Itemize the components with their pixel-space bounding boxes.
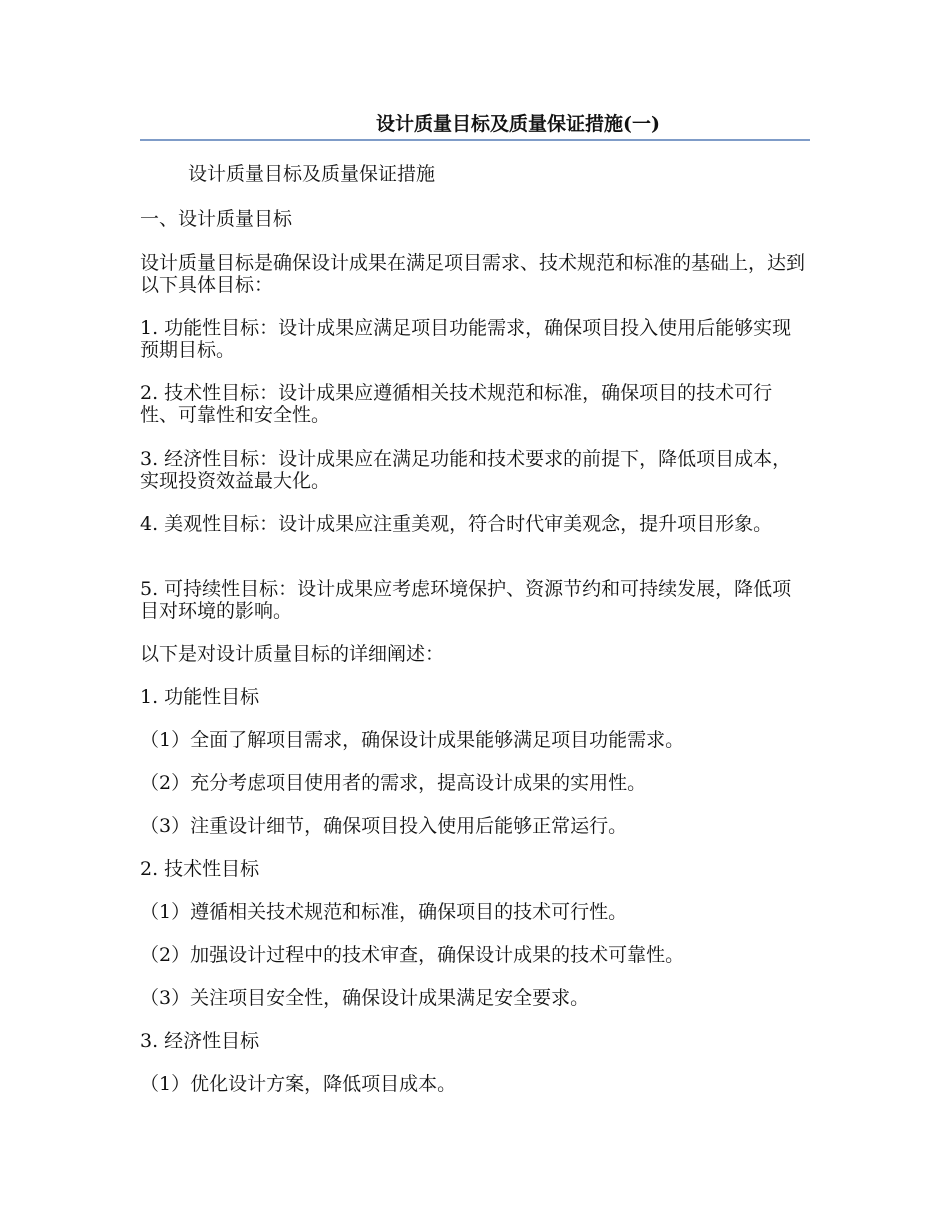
document-title: 设计质量目标及质量保证措施(一) <box>376 113 660 135</box>
paragraph-subtitle: 设计质量目标及质量保证措施 <box>188 163 436 185</box>
list-item: （3）关注项目安全性，确保设计成果满足安全要求。 <box>140 987 590 1009</box>
list-item: （1）遵循相关技术规范和标准，确保项目的技术可行性。 <box>140 901 628 923</box>
subheading: 3. 经济性目标 <box>140 1030 260 1052</box>
list-item: （1）优化设计方案，降低项目成本。 <box>140 1073 457 1095</box>
list-item: （2）充分考虑项目使用者的需求，提高设计成果的实用性。 <box>140 772 647 794</box>
title-underline <box>140 139 810 141</box>
list-item: （1）全面了解项目需求，确保设计成果能够满足项目功能需求。 <box>140 729 685 751</box>
paragraph: 1. 功能性目标：设计成果应满足项目功能需求，确保项目投入使用后能够实现预期目标。 <box>140 317 792 361</box>
paragraph: 以下是对设计质量目标的详细阐述： <box>140 643 445 665</box>
paragraph: 设计质量目标是确保设计成果在满足项目需求、技术规范和标准的基础上，达到以下具体目标： <box>140 252 806 296</box>
subheading: 2. 技术性目标 <box>140 858 260 880</box>
paragraph: 4. 美观性目标：设计成果应注重美观，符合时代审美观念，提升项目形象。 <box>140 513 773 535</box>
section-heading: 一、设计质量目标 <box>140 208 293 230</box>
subheading: 1. 功能性目标 <box>140 686 260 708</box>
list-item: （2）加强设计过程中的技术审查，确保设计成果的技术可靠性。 <box>140 944 685 966</box>
paragraph: 2. 技术性目标：设计成果应遵循相关技术规范和标准，确保项目的技术可行性、可靠性和安全性。 <box>140 382 773 426</box>
list-item: （3）注重设计细节，确保项目投入使用后能够正常运行。 <box>140 815 628 837</box>
paragraph: 5. 可持续性目标：设计成果应考虑环境保护、资源节约和可持续发展，降低项目对环境的影响。 <box>140 578 792 622</box>
paragraph: 3. 经济性目标：设计成果应在满足功能和技术要求的前提下，降低项目成本，实现投资效益最大化。 <box>140 448 792 492</box>
